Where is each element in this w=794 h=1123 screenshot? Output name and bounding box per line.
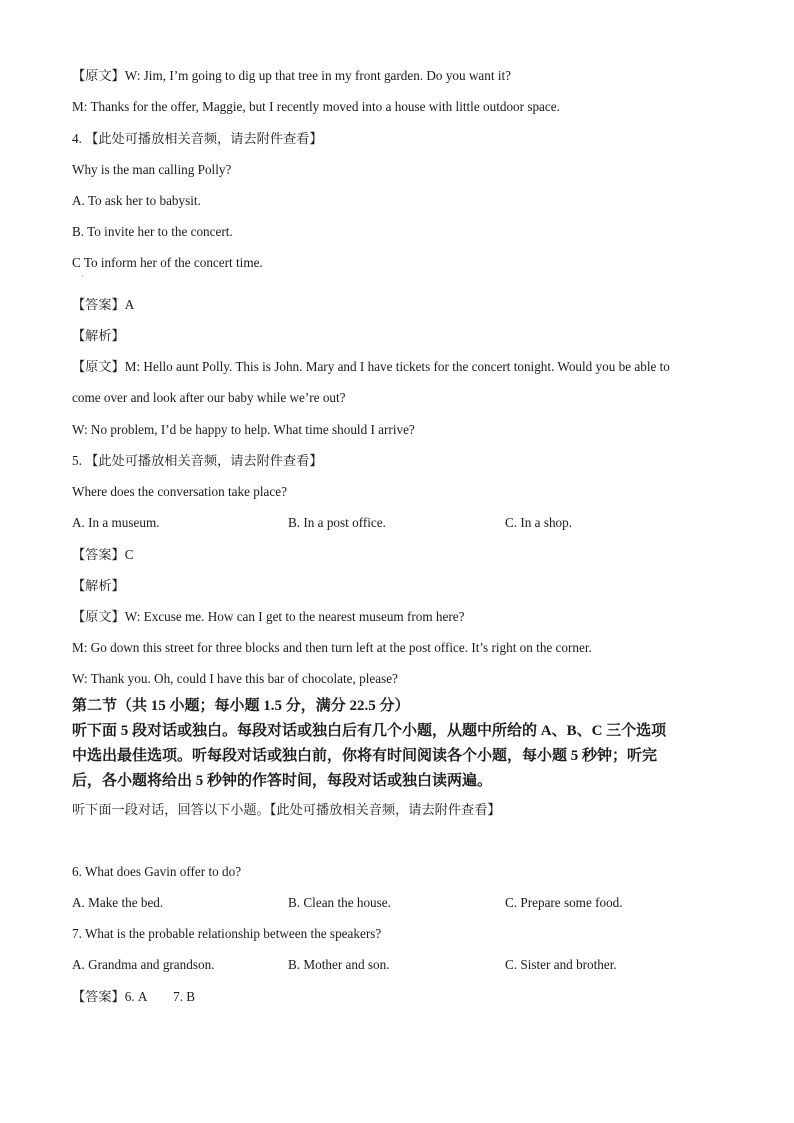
transcript-line: M: Go down this street for three blocks and then turn left at the post office. It’s right on the corner. (72, 640, 592, 655)
stray-dot: · (81, 272, 84, 281)
question-4-heading: 4. 【此处可播放相关音频，请去附件查看】 (72, 131, 323, 146)
analysis-label: 【解析】 (72, 328, 125, 343)
option-c: C. Sister and brother. (505, 957, 617, 972)
section-2-instructions: 后，各小题将给出 5 秒钟的作答时间，每段对话或独白读两遍。 (72, 773, 493, 789)
option-c: C. Prepare some food. (505, 895, 623, 910)
transcript-line: come over and look after our baby while we’re out? (72, 390, 346, 405)
question-6-text: 6. What does Gavin offer to do? (72, 864, 242, 879)
option-c: C. In a shop. (505, 515, 573, 530)
transcript-line: M: Thanks for the offer, Maggie, but I recently moved into a house with little outdoor space. (72, 99, 560, 114)
option-b: B. Clean the house. (288, 895, 391, 910)
option-c: C To inform her of the concert time. (72, 255, 263, 270)
question-5-heading: 5. 【此处可播放相关音频，请去附件查看】 (72, 453, 323, 468)
question-7-text: 7. What is the probable relationship between the speakers? (72, 926, 382, 941)
listen-instruction: 听下面一段对话，回答以下小题。【此处可播放相关音频，请去附件查看】 (72, 802, 501, 817)
answer-label: 【答案】6. A 7. B (72, 989, 196, 1004)
option-b: B. To invite her to the concert. (72, 224, 233, 239)
section-2-title: 第二节（共 15 小题；每小题 1.5 分，满分 22.5 分） (72, 698, 410, 714)
option-b: B. In a post office. (288, 515, 386, 530)
transcript-line: 【原文】M: Hello aunt Polly. This is John. Mary and I have tickets for the concert tonight. Would you be able to (72, 359, 670, 374)
section-2-instructions: 听下面 5 段对话或独白。每段对话或独白后有几个小题，从题中所给的 A、B、C 三个选项 (72, 723, 667, 739)
transcript-line: W: Thank you. Oh, could I have this bar of chocolate, please? (72, 671, 398, 686)
transcript-line: 【原文】W: Jim, I’m going to dig up that tree in my front garden. Do you want it? (72, 68, 512, 83)
option-b: B. Mother and son. (288, 957, 390, 972)
option-a: A. To ask her to babysit. (72, 193, 201, 208)
section-2-instructions: 中选出最佳选项。听每段对话或独白前，你将有时间阅读各个小题，每小题 5 秒钟；听完 (72, 748, 658, 764)
option-a: A. In a museum. (72, 515, 160, 530)
transcript-line: 【原文】W: Excuse me. How can I get to the nearest museum from here? (72, 609, 465, 624)
answer-label: 【答案】A (72, 297, 135, 312)
answer-label: 【答案】C (72, 547, 134, 562)
option-a: A. Grandma and grandson. (72, 957, 215, 972)
analysis-label: 【解析】 (72, 578, 125, 593)
question-4-text: Why is the man calling Polly? (72, 162, 232, 177)
transcript-line: W: No problem, I’d be happy to help. What time should I arrive? (72, 422, 415, 437)
option-a: A. Make the bed. (72, 895, 164, 910)
question-5-text: Where does the conversation take place? (72, 484, 287, 499)
